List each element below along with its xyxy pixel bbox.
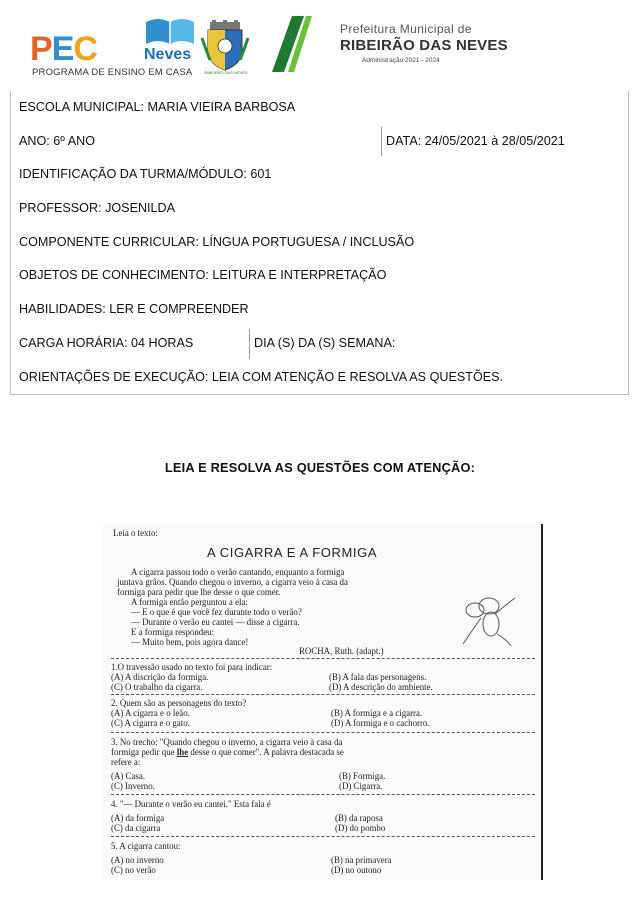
logo-subtitle: PROGRAMA DE ENSINO EM CASA bbox=[32, 67, 193, 78]
story-line: — E o que é que você fez durante todo o verão? bbox=[131, 607, 302, 617]
column-divider bbox=[381, 127, 382, 157]
q1-option-a: (A) A discrição da formiga. bbox=[111, 672, 209, 682]
pec-letters: PEC bbox=[30, 30, 97, 68]
q2-option-b: (B) A formiga e a cigarra. bbox=[331, 708, 423, 718]
pref-line-1: Prefeitura Municipal de bbox=[340, 22, 472, 36]
q4-option-d: (D) do pombo bbox=[335, 823, 386, 833]
q2-option-d: (D) A formiga e o cachorro. bbox=[331, 718, 430, 728]
q3-highlighted-word: lhe bbox=[176, 747, 189, 757]
logo-neves: Neves bbox=[144, 46, 192, 63]
q3-option-a: (A) Casa. bbox=[111, 771, 146, 781]
q1-option-c: (C) O trabalho da cigarra. bbox=[111, 682, 203, 692]
question-separator bbox=[111, 658, 535, 659]
info-habilidades: HABILIDADES: LER E COMPREENDER bbox=[19, 302, 249, 317]
question-separator bbox=[111, 836, 535, 837]
q5-option-b: (B) na primavera bbox=[331, 855, 392, 865]
crest-caption: RIBEIRÃO DAS NEVES bbox=[204, 70, 248, 75]
info-dias: DIA (S) DA (S) SEMANA: bbox=[254, 335, 396, 350]
q1-option-b: (B) A fala das personagens. bbox=[329, 672, 427, 682]
story-line: A cigarra passou todo o verão cantando, enquanto a formiga bbox=[131, 567, 345, 577]
book-icon bbox=[142, 16, 198, 46]
q1-option-d: (D) A descrição do ambiente. bbox=[329, 682, 433, 692]
story-line: juntava grãos. Quando chegou o inverno, a cigarra veio à casa da bbox=[117, 577, 348, 587]
worksheet-scan bbox=[103, 524, 543, 880]
q2-option-a: (A) A cigarra e o leão. bbox=[111, 708, 190, 718]
story-line: formiga para pedir que lhe desse o que comer. bbox=[117, 587, 281, 597]
q1-question: 1.O travessão usado no texto foi para indicar: bbox=[111, 662, 273, 672]
question-separator bbox=[111, 732, 535, 733]
info-turma: IDENTIFICAÇÃO DA TURMA/MÓDULO: 601 bbox=[19, 167, 272, 182]
q5-option-a: (A) no inverno bbox=[111, 855, 164, 865]
q4-option-c: (C) da cigarra bbox=[111, 823, 161, 833]
q4-option-a: (A) da formiga bbox=[111, 813, 165, 823]
q5-option-c: (C) no verão bbox=[111, 865, 156, 875]
cicada-drawing-icon bbox=[451, 588, 521, 648]
story-line: — Muito bem, pois agora dance! bbox=[131, 637, 249, 647]
green-stripes-icon bbox=[272, 16, 312, 72]
prefeitura-title bbox=[340, 22, 560, 64]
info-objetos: OBJETOS DE CONHECIMENTO: LEITURA E INTERPRETAÇÃO bbox=[19, 268, 387, 283]
story-line: — Durante o verão eu cantei — disse a cigarra. bbox=[131, 617, 300, 627]
pref-line-3: Administração 2021 - 2024 bbox=[362, 57, 440, 64]
q3-option-c: (C) Inverno. bbox=[111, 781, 155, 791]
info-carga-dias-row bbox=[11, 327, 628, 361]
info-carga: CARGA HORÁRIA: 04 HORAS bbox=[19, 335, 194, 350]
info-data: DATA: 24/05/2021 à 28/05/2021 bbox=[386, 133, 565, 148]
column-divider bbox=[249, 329, 250, 359]
q4-question: 4. "— Durante o verão eu cantei." Esta fala é bbox=[111, 799, 271, 809]
info-ano: ANO: 6º ANO bbox=[19, 133, 95, 148]
info-componente: COMPONENTE CURRICULAR: LÍNGUA PORTUGUESA / INCLUSÃO bbox=[19, 234, 415, 249]
story-title: A CIGARRA E A FORMIGA bbox=[207, 545, 378, 560]
q3-option-d: (D) Cigarra. bbox=[339, 781, 383, 791]
info-ano-data-row bbox=[11, 125, 628, 159]
story-line: A formiga então perguntou a ela: bbox=[131, 597, 248, 607]
info-orientacoes: ORIENTAÇÕES DE EXECUÇÃO: LEIA COM ATENÇÃO E RESOLVA AS QUESTÕES. bbox=[19, 369, 504, 384]
info-professor: PROFESSOR: JOSENILDA bbox=[19, 201, 176, 216]
q2-option-c: (C) A cigarra e o gato. bbox=[111, 718, 190, 728]
q5-option-d: (D) no outono bbox=[331, 865, 382, 875]
q3-line-1: 3. No trecho: "Quando chegou o inverno, a cigarra veio à casa da bbox=[111, 737, 343, 747]
story-credit: ROCHA, Ruth. (adapt.) bbox=[299, 646, 384, 656]
story-line: E a formiga respondeu: bbox=[131, 627, 215, 637]
q2-question: 2. Quem são as personagens do texto? bbox=[111, 698, 247, 708]
q3-line-3: refere a: bbox=[111, 757, 141, 767]
city-crest-icon bbox=[200, 20, 250, 72]
pec-logo bbox=[30, 16, 200, 78]
page-header bbox=[0, 0, 640, 88]
q5-question: 5. A cigarra cantou: bbox=[111, 841, 181, 851]
q3-line-2: formiga pedir que lhe desse o que comer". A palavra destacada se bbox=[111, 747, 344, 757]
q3-option-b: (B) Formiga. bbox=[339, 771, 386, 781]
pref-line-2: RIBEIRÃO DAS NEVES bbox=[340, 37, 508, 54]
worksheet-intro: Leia o texto: bbox=[113, 528, 158, 538]
school-info-table bbox=[10, 91, 629, 395]
q4-option-b: (B) da raposa bbox=[335, 813, 383, 823]
question-separator bbox=[111, 694, 535, 695]
instruction-heading: LEIA E RESOLVA AS QUESTÕES COM ATENÇÃO: bbox=[164, 460, 476, 475]
info-escola: ESCOLA MUNICIPAL: MARIA VIEIRA BARBOSA bbox=[19, 100, 296, 114]
question-separator bbox=[111, 794, 535, 795]
